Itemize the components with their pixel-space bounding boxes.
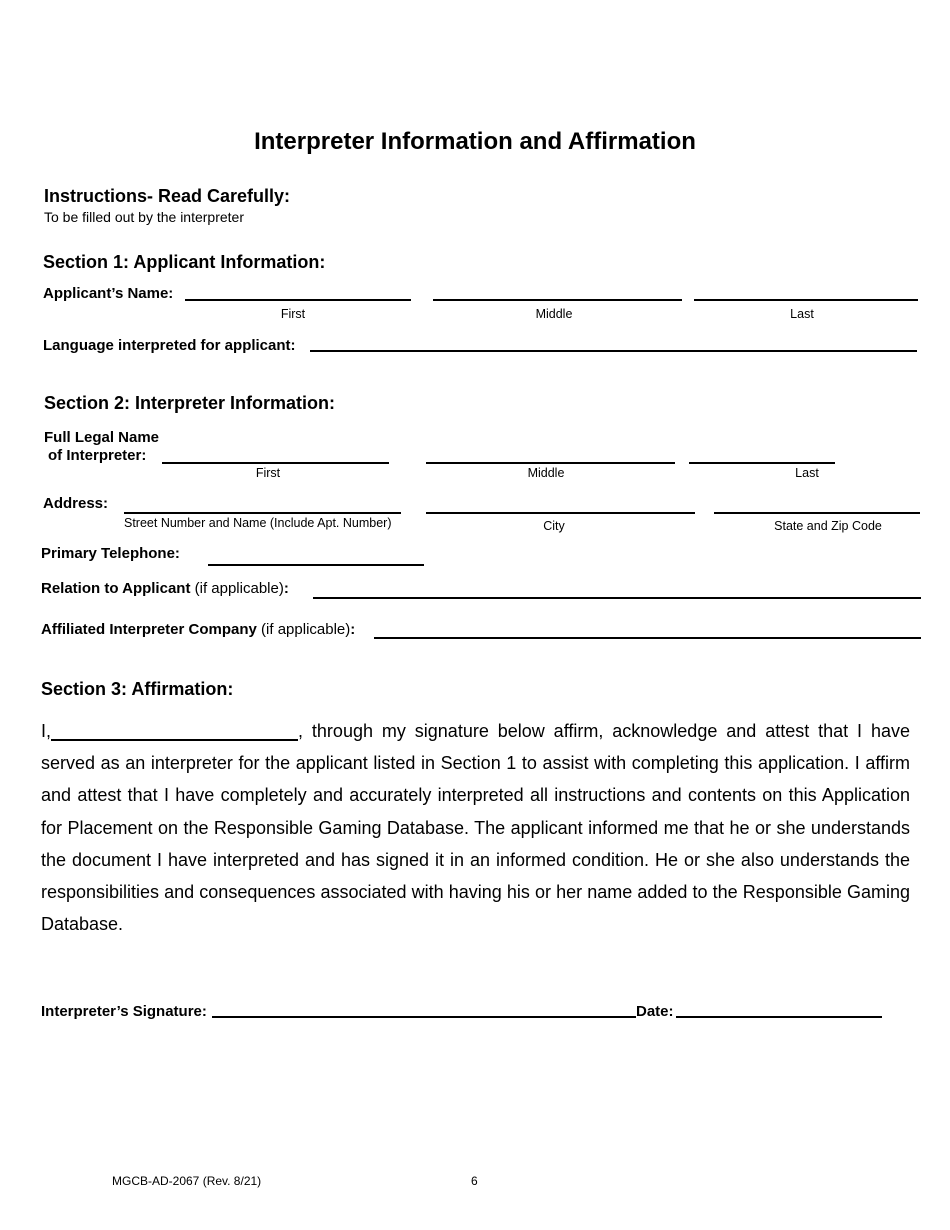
affirmation-name-field[interactable] [51, 721, 298, 741]
signature-label: Interpreter’s Signature: [41, 1003, 207, 1020]
company-field[interactable] [374, 637, 921, 639]
applicant-name-label: Applicant’s Name: [43, 285, 174, 302]
signature-field[interactable] [212, 1016, 636, 1018]
form-id: MGCB-AD-2067 (Rev. 8/21) [112, 1174, 262, 1188]
section2-heading: Section 2: Interpreter Information: [44, 393, 336, 413]
city-caption: City [543, 519, 565, 533]
interpreter-last-name-field[interactable] [689, 462, 835, 464]
applicant-middle-caption: Middle [535, 307, 573, 321]
applicant-middle-name-field[interactable] [433, 299, 682, 301]
full-legal-name-label: Full Legal Name [44, 429, 160, 446]
street-caption: Street Number and Name (Include Apt. Number) [124, 516, 392, 530]
applicant-last-name-field[interactable] [694, 299, 918, 301]
city-field[interactable] [426, 512, 695, 514]
language-field[interactable] [310, 350, 917, 352]
page-number: 6 [471, 1174, 478, 1188]
interpreter-middle-name-field[interactable] [426, 462, 675, 464]
interpreter-first-name-field[interactable] [162, 462, 389, 464]
section1-heading: Section 1: Applicant Information: [43, 252, 326, 272]
primary-telephone-label: Primary Telephone: [41, 545, 180, 562]
affirmation-paragraph: I, , through my signature below affirm, acknowledge and attest that I have served as an interpreter for the applicant listed in Section 1 to assist with completing this application. I affirm and attest that I have completely and accurately interpreted all instructions and contents on this Application for Placement on the Responsible Gaming Database. The applicant informed me that he or she understands the document I have interpreted and has signed it in an informed condition. He or she also understands the responsibilities and consequences associated with having his or her name added to the Responsible Gaming Database. [41, 721, 910, 935]
state-zip-caption: State and Zip Code [774, 519, 882, 533]
section3-heading: Section 3: Affirmation: [41, 679, 234, 699]
language-label: Language interpreted for applicant: [43, 337, 296, 354]
primary-telephone-field[interactable] [208, 564, 424, 566]
interpreter-last-caption: Last [795, 466, 819, 480]
relation-label: Relation to Applicant (if applicable): [41, 580, 289, 597]
applicant-first-name-field[interactable] [185, 299, 411, 301]
date-label: Date: [636, 1003, 674, 1020]
interpreter-first-caption: First [255, 466, 281, 480]
street-address-field[interactable] [124, 512, 401, 514]
date-field[interactable] [676, 1016, 882, 1018]
instructions-text: To be filled out by the interpreter [44, 209, 245, 225]
interpreter-middle-caption: Middle [527, 466, 565, 480]
relation-field[interactable] [313, 597, 921, 599]
state-zip-field[interactable] [714, 512, 920, 514]
page-title: Interpreter Information and Affirmation [254, 128, 696, 155]
of-interpreter-label: of Interpreter: [48, 447, 147, 464]
applicant-first-caption: First [280, 307, 306, 321]
company-label: Affiliated Interpreter Company (if applicable): [41, 621, 356, 638]
instructions-heading: Instructions- Read Carefully: [44, 186, 291, 206]
applicant-last-caption: Last [790, 307, 814, 321]
address-label: Address: [43, 495, 109, 512]
